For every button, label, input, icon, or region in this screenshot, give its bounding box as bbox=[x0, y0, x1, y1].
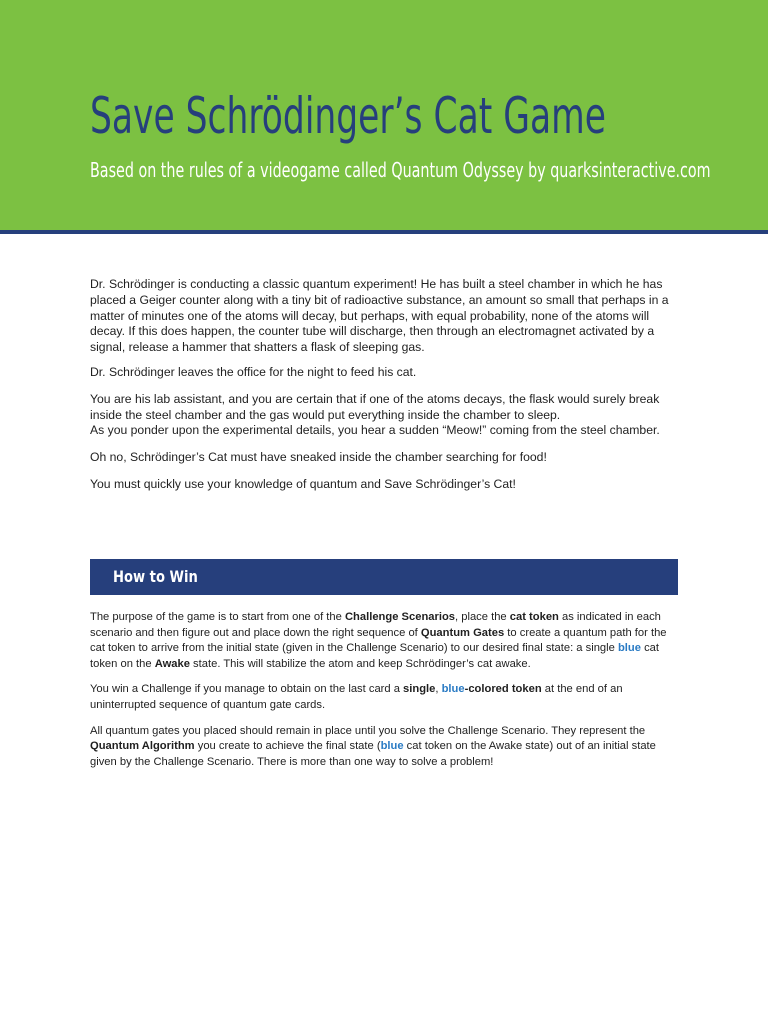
text-run: All quantum gates you placed should remain in place until you solve the Challenge Scenario. They represent the bbox=[90, 724, 646, 737]
win-paragraph-purpose bbox=[90, 610, 682, 672]
bold-colored-token: -colored token bbox=[464, 683, 542, 696]
intro-paragraph-call-to-action: You must quickly use your knowledge of quantum and Save Schrödinger’s Cat! bbox=[90, 476, 516, 491]
how-to-win-section bbox=[90, 610, 682, 770]
text-run: You win a Challenge if you manage to obtain on the last card a bbox=[90, 683, 404, 696]
text-run: as indicated in each scenario and then figure out and place down the right sequence of bbox=[90, 611, 661, 639]
bold-challenge-scenarios: Challenge Scenarios bbox=[344, 611, 456, 623]
bold-single: single bbox=[403, 683, 436, 696]
bold-quantum-gates: Quantum Gates bbox=[420, 626, 505, 639]
intro-paragraph-assistant: You are his lab assistant, and you are certain that if one of the atoms decays, the flask would surely break inside the steel chamber and the gas would put everything inside the chamber to sleep. bbox=[90, 391, 660, 422]
how-to-win-header-bar bbox=[90, 559, 678, 595]
header-divider bbox=[0, 230, 768, 234]
intro-paragraph-experiment: Dr. Schrödinger is conducting a classic quantum experiment! He has built a steel chamber in which he has placed a Geiger counter along with a tiny bit of radioactive substance, an amount so small that perhaps in a matter of minutes one of the atoms will decay, but perhaps, with equal probability, none of the atoms will decay. If this does happen, the counter tube will discharge, then through an electromagnet activated by a signal, release a hammer that shatters a flask of sleeping gas. bbox=[90, 277, 669, 355]
page-subtitle: Based on the rules of a videogame called Quantum Odyssey by quarksinteractive.com bbox=[90, 158, 711, 182]
blue-word: blue bbox=[441, 683, 465, 696]
text-run: at the end of an uninterrupted sequence of quantum gate cards. bbox=[90, 683, 623, 711]
page-title: Save Schrödinger’s Cat Game bbox=[90, 87, 606, 145]
text-run: to create a quantum path for the cat token to arrive from the initial state (given in the Challenge Scenario) to our desired final state: a single bbox=[90, 626, 667, 655]
how-to-win-heading: How to Win bbox=[113, 567, 198, 586]
text-run: cat token on the bbox=[90, 642, 660, 670]
blue-word: blue bbox=[380, 740, 404, 753]
text-run: , bbox=[435, 683, 442, 696]
intro-section bbox=[90, 277, 680, 493]
text-run: The purpose of the game is to start from one of the bbox=[90, 611, 345, 623]
bold-awake: Awake bbox=[154, 657, 190, 670]
intro-paragraph-meow: As you ponder upon the experimental details, you hear a sudden “Meow!” coming from the steel chamber. bbox=[90, 423, 660, 438]
text-run: cat token on the Awake state) out of an initial state given by the Challenge Scenario. There is more than one way to solve a problem! bbox=[90, 740, 656, 768]
text-run: you create to achieve the final state ( bbox=[194, 740, 381, 753]
intro-paragraph-sneaked: Oh no, Schrödinger’s Cat must have sneaked inside the chamber searching for food! bbox=[90, 450, 547, 465]
win-paragraph-algorithm bbox=[90, 724, 682, 771]
text-run: state. This will stabilize the atom and keep Schrödinger’s cat awake. bbox=[189, 657, 531, 670]
text-run: , place the bbox=[455, 611, 510, 623]
bold-cat-token: cat token bbox=[509, 611, 559, 623]
intro-paragraph-office: Dr. Schrödinger leaves the office for the night to feed his cat. bbox=[90, 365, 417, 379]
win-paragraph-condition bbox=[90, 682, 682, 713]
header-banner bbox=[0, 0, 768, 230]
blue-word: blue bbox=[617, 642, 641, 655]
bold-quantum-algorithm: Quantum Algorithm bbox=[90, 740, 195, 753]
